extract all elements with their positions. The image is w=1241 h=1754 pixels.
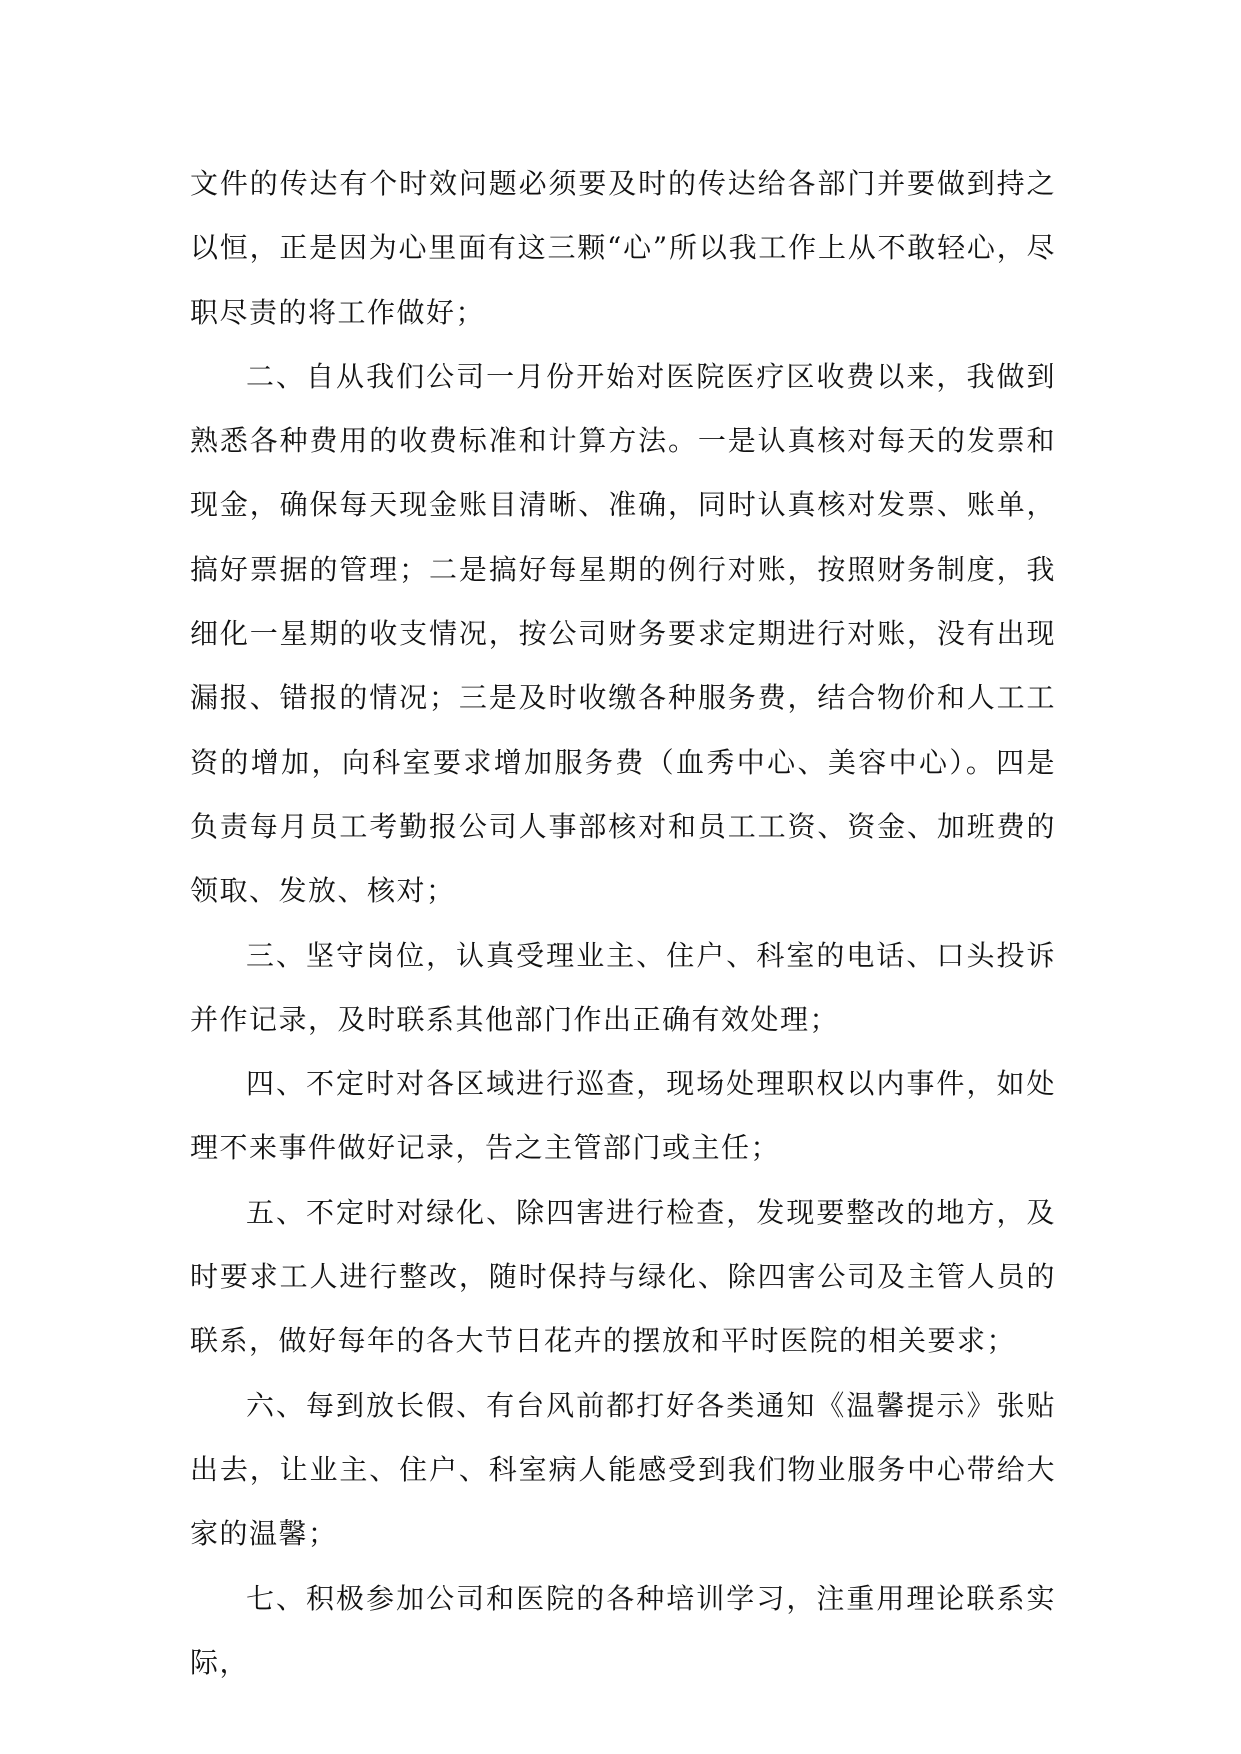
paragraph-continuation: 文件的传达有个时效问题必须要及时的传达给各部门并要做到持之以恒，正是因为心里面有这三颗“心”所以我工作上从不敢轻心，尽职尽责的将工作做好； [190, 167, 1056, 329]
paragraph-item-2: 二、自从我们公司一月份开始对医院医疗区收费以来，我做到熟悉各种费用的收费标准和计算方法。一是认真核对每天的发票和现金，确保每天现金账目清晰、准确，同时认真核对发票、账单，搞好票据的管理；二是搞好每星期的例行对账，按照财务制度，我细化一星期的收支情况，按公司财务要求定期进行对账，没有出现漏报、错报的情况；三是及时收缴各种服务费，结合物价和人工工资的增加，向科室要求增加服务费（血秀中心、美容中心）。四是负责每月员工考勤报公司人事部核对和员工工资、资金、加班费的领取、发放、核对； [190, 359, 1056, 908]
paragraph-item-4: 四、不定时对各区域进行巡查，现场处理职权以内事件，如处理不来事件做好记录，告之主管部门或主任； [190, 1067, 1056, 1165]
paragraph-item-3: 三、坚守岗位，认真受理业主、住户、科室的电话、口头投诉并作记录，及时联系其他部门作出正确有效处理； [190, 938, 1056, 1036]
paragraph-item-7: 七、积极参加公司和医院的各种培训学习，注重用理论联系实际， [190, 1581, 1056, 1679]
paragraph-item-5: 五、不定时对绿化、除四害进行检查，发现要整改的地方，及时要求工人进行整改，随时保持与绿化、除四害公司及主管人员的联系，做好每年的各大节日花卉的摆放和平时医院的相关要求； [190, 1195, 1056, 1358]
document-body [190, 152, 1056, 1695]
paragraph-item-6: 六、每到放长假、有台风前都打好各类通知《温馨提示》张贴出去，让业主、住户、科室病人能感受到我们物业服务中心带给大家的温馨； [190, 1388, 1056, 1551]
